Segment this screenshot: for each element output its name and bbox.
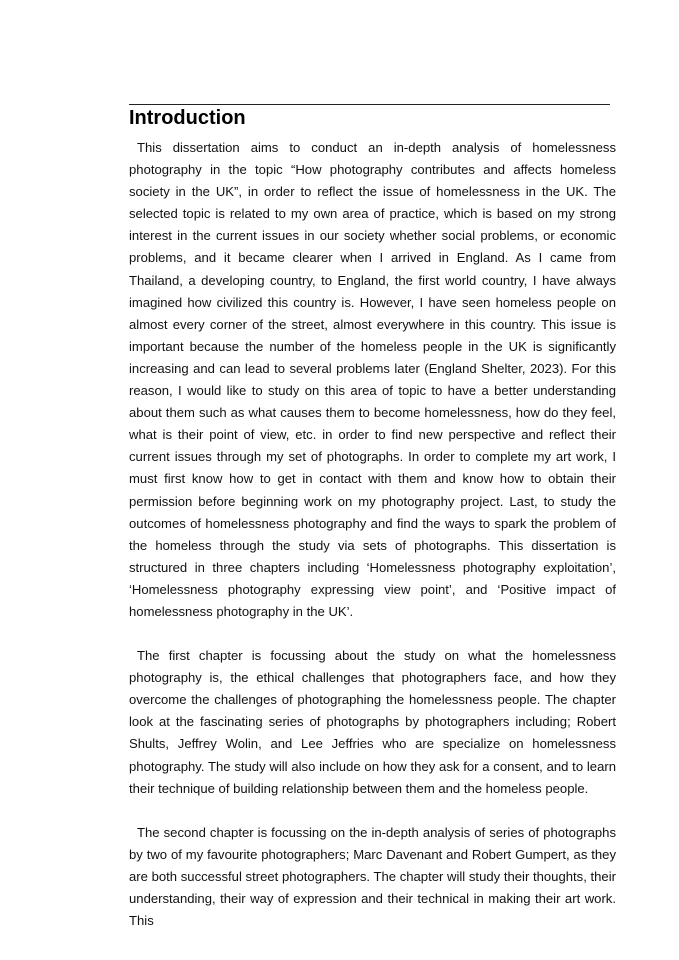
section-heading: Introduction — [129, 107, 246, 129]
paragraph-first-chapter: The first chapter is focussing about the study on what the homelessness photography is, the ethical challenges that photographers face, and how they overcome the challenges of photographing the homelessness people. The chapter look at the fascinating series of photographs by photographers including; Robert Shults, Jeffrey Wolin, and Lee Jeffries who are specialize on homelessness photography. The study will also include on how they ask for a consent, and to learn their technique of building relationship between them and the homeless people. — [129, 648, 616, 796]
paragraph-second-chapter: The second chapter is focussing on the in-depth analysis of series of photographs by two of my favourite photographers; Marc Davenant and Robert Gumpert, as they are both successful street photographers. The chapter will study their thoughts, their understanding, their way of expression and their technical in making their art work. This — [129, 824, 616, 929]
body-text — [129, 137, 616, 954]
header-rule — [129, 104, 610, 105]
paragraph-intro: This dissertation aims to conduct an in-depth analysis of homelessness photography in the topic “How photography contributes and affects homeless society in the UK”, in order to reflect the issue of homelessness in the UK. The selected topic is related to my own area of practice, which is based on my strong interest in the current issues in our society whether social problems, or economic problems, and it became clearer when I arrived in England. As I came from Thailand, a developing country, to England, the first world country, I have always imagined how civilized this country is. However, I have seen homeless people on almost every corner of the street, almost everywhere in this country. This issue is important because the number of the homeless people in the UK is significantly increasing and can lead to several problems later (England Shelter, 2023). For this reason, I would like to study on this area of topic to have a better understanding about them such as what causes them to become homelessness, how do they feel, what is their point of view, etc. in order to find new perspective and reflect their current issues through my set of photographs. In order to complete my art work, I must first know how to get in contact with them and know how to obtain their permission before beginning work on my photography project. Last, to study the outcomes of homelessness photography and find the ways to spark the problem of the homeless through the study via sets of photographs. This dissertation is structured in three chapters including ‘Homelessness photography exploitation’, ‘Homelessness photography expressing view point’, and ‘Positive impact of homelessness photography in the UK’. — [129, 140, 616, 619]
